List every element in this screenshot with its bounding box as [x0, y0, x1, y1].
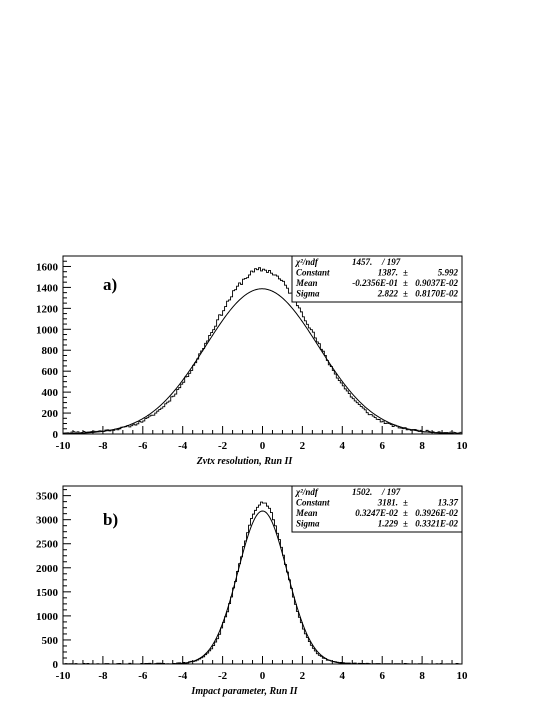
y-tick-label: 3500 — [36, 490, 58, 503]
stats-param-name: Sigma — [296, 518, 320, 529]
x-tick-label: -4 — [178, 670, 188, 682]
stats-param-name: Mean — [296, 278, 318, 288]
x-tick-label: -2 — [218, 670, 228, 682]
x-tick-label: 10 — [456, 440, 468, 452]
y-tick-label: 1400 — [36, 282, 58, 295]
y-tick-label: 400 — [41, 387, 58, 400]
stats-param-name: Constant — [296, 267, 330, 278]
stats-chi2-value: 1502. — [352, 487, 373, 497]
stats-param-error: 0.9037E-02 — [415, 278, 458, 288]
stats-param-value: 1387. — [377, 267, 398, 278]
x-axis-title: Impact parameter, Run II — [191, 686, 298, 697]
stats-box — [292, 256, 462, 302]
x-tick-label: -8 — [98, 670, 108, 682]
y-tick-label: 600 — [41, 366, 58, 379]
stats-chi2-label: χ²/ndf — [296, 487, 318, 497]
stats-param-name: Sigma — [296, 288, 320, 299]
stats-pm: ± — [403, 267, 408, 278]
x-tick-label: -10 — [55, 440, 71, 452]
stats-param-error: 0.8170E-02 — [415, 288, 458, 299]
x-tick-label: 8 — [419, 440, 425, 452]
x-tick-label: 2 — [299, 670, 306, 682]
y-tick-label: 500 — [41, 634, 58, 647]
stats-box — [292, 486, 462, 532]
y-tick-label: 2500 — [36, 538, 58, 551]
stats-chi2-ndf: / 197 — [382, 487, 401, 497]
stats-param-error: 5.992 — [437, 267, 458, 278]
stats-param-value: 3181. — [377, 497, 398, 508]
stats-param-value: 0.3247E-02 — [355, 508, 398, 518]
x-tick-label: 0 — [259, 440, 266, 452]
stats-pm: ± — [403, 497, 408, 508]
x-tick-label: 8 — [419, 670, 425, 682]
panel-label: b) — [103, 510, 119, 529]
y-tick-label: 1500 — [36, 586, 58, 599]
y-tick-label: 800 — [41, 345, 58, 358]
x-tick-label: 6 — [379, 440, 385, 452]
stats-pm: ± — [403, 518, 408, 529]
y-tick-label: 200 — [41, 408, 58, 421]
x-tick-label: 4 — [339, 670, 346, 682]
y-tick-label: 0 — [52, 659, 58, 671]
x-tick-label: -6 — [138, 670, 148, 682]
x-tick-label: -10 — [55, 670, 71, 682]
stats-param-value: 2.822 — [377, 288, 398, 299]
stats-pm: ± — [403, 278, 408, 288]
stats-param-error: 13.37 — [437, 497, 458, 508]
x-tick-label: 2 — [299, 440, 306, 452]
x-axis-title: Zvtx resolution, Run II — [196, 456, 293, 467]
y-tick-label: 3000 — [36, 514, 58, 527]
x-tick-label: 0 — [259, 670, 266, 682]
gaussian-fit-curve — [63, 289, 462, 434]
stats-param-value: 1.229 — [377, 518, 398, 529]
x-tick-label: 6 — [379, 670, 385, 682]
stats-pm: ± — [403, 288, 408, 299]
panel-label: a) — [103, 275, 118, 294]
x-tick-label: 10 — [456, 670, 468, 682]
stats-param-error: 0.3926E-02 — [415, 508, 458, 518]
y-tick-label: 1200 — [36, 303, 58, 316]
stats-param-error: 0.3321E-02 — [415, 518, 458, 529]
stats-pm: ± — [403, 508, 408, 518]
stats-param-name: Mean — [296, 508, 318, 518]
gaussian-fit-curve — [63, 511, 462, 664]
y-tick-label: 1000 — [36, 610, 58, 623]
y-tick-label: 2000 — [36, 562, 58, 575]
stats-chi2-label: χ²/ndf — [296, 257, 318, 267]
y-tick-label: 1000 — [36, 324, 58, 337]
y-tick-label: 0 — [52, 429, 58, 441]
x-tick-label: 4 — [339, 440, 346, 452]
panel-b — [36, 486, 468, 697]
x-tick-label: -2 — [218, 440, 228, 452]
y-tick-label: 1600 — [36, 261, 58, 274]
stats-param-name: Constant — [296, 497, 330, 508]
x-tick-label: -8 — [98, 440, 108, 452]
x-tick-label: -4 — [178, 440, 188, 452]
x-tick-label: -6 — [138, 440, 148, 452]
stats-param-value: -0.2356E-01 — [352, 278, 398, 288]
panel-a — [36, 256, 468, 467]
stats-chi2-value: 1457. — [352, 257, 373, 267]
stats-chi2-ndf: / 197 — [382, 257, 401, 267]
